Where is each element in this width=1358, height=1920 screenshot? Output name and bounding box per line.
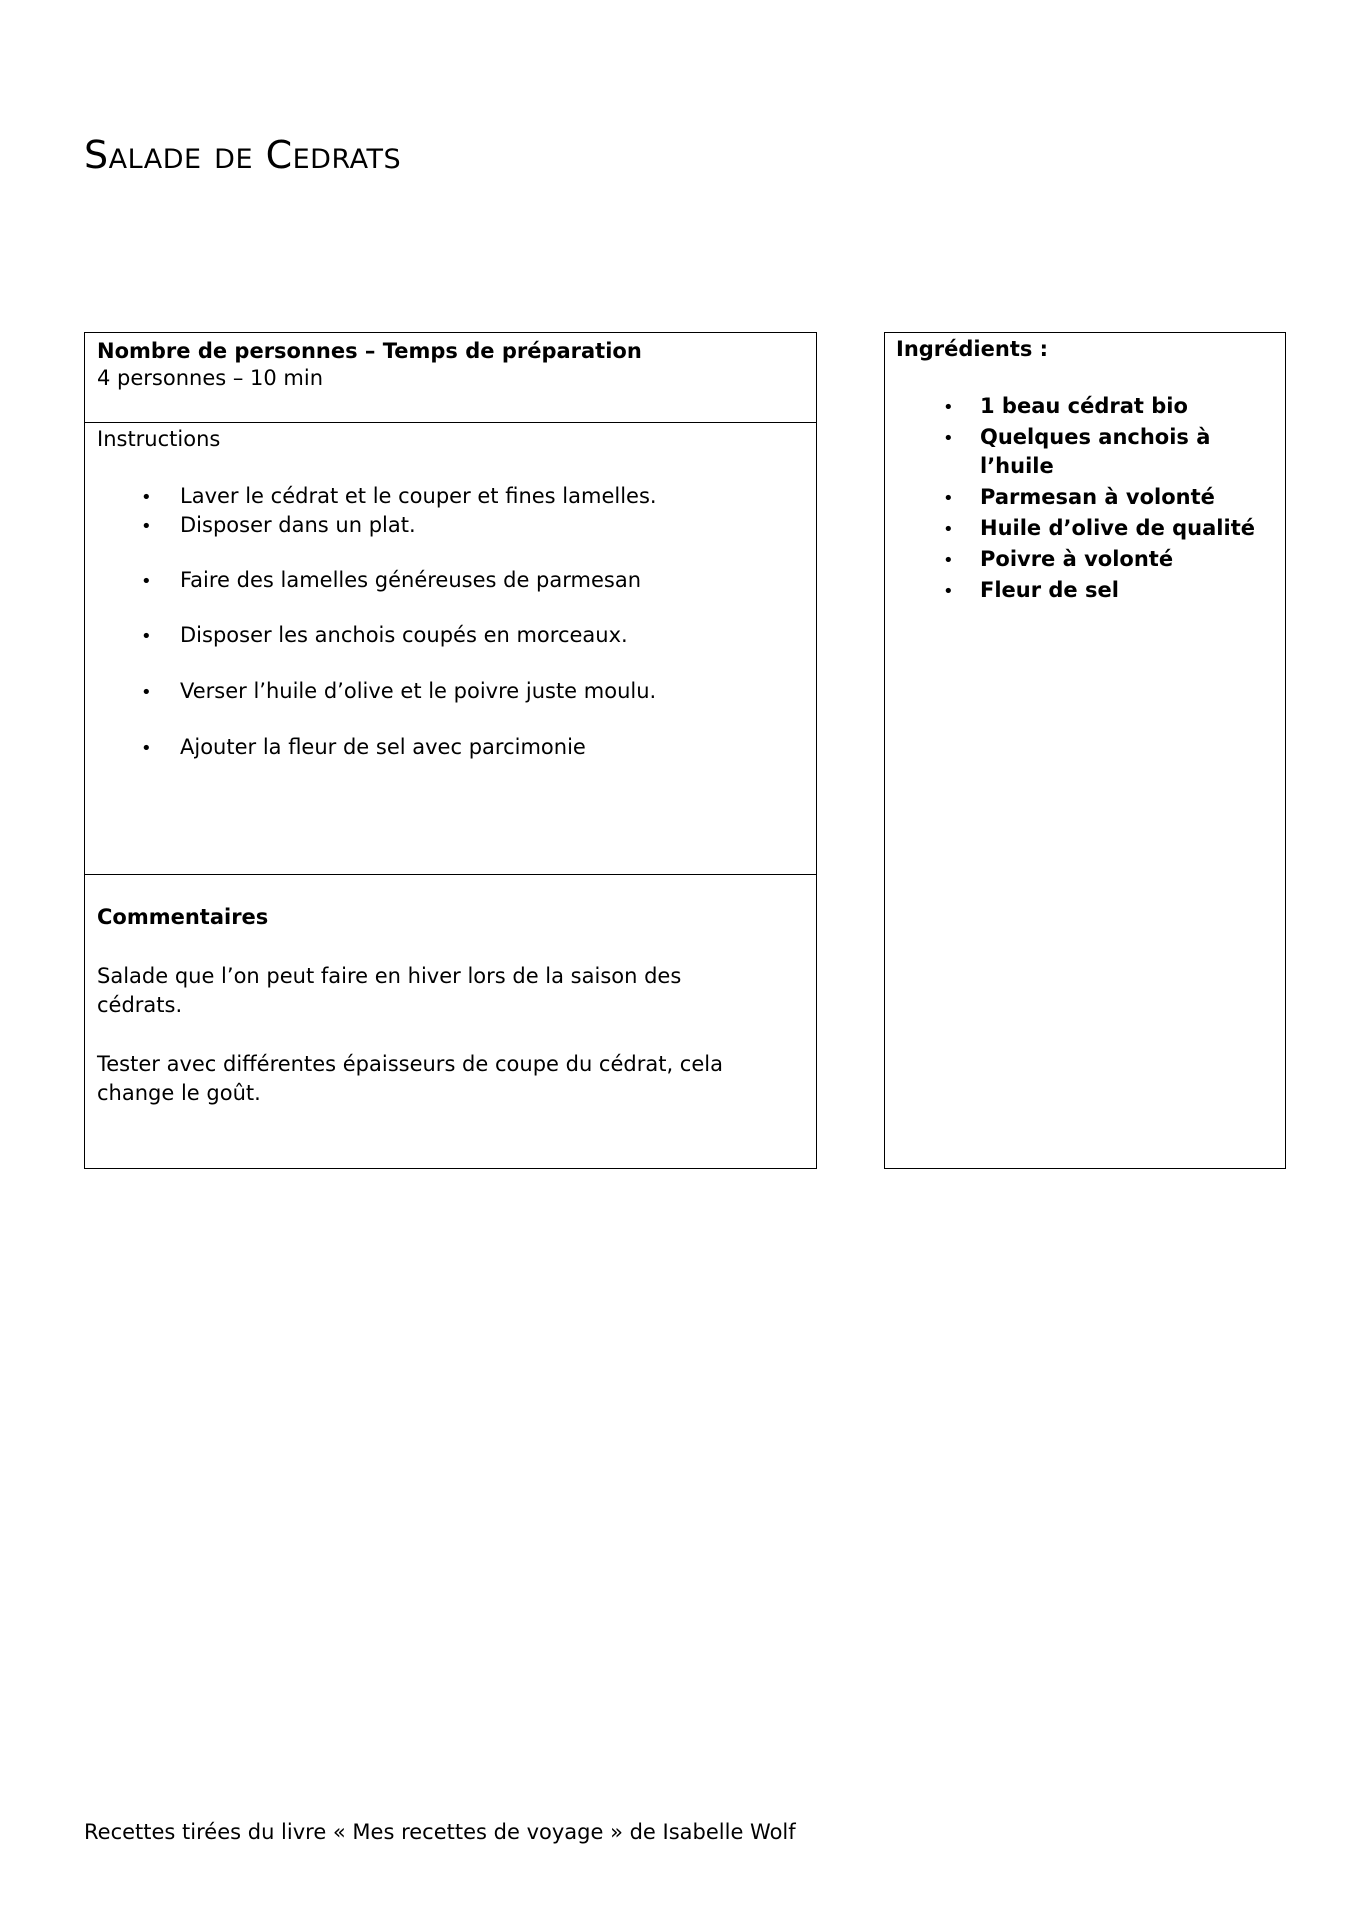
ingredients-box [884, 332, 1286, 1169]
comment-text: cédrats. [97, 993, 183, 1017]
comment-text: Tester avec différentes épaisseurs de coupe du cédrat, cela [97, 1052, 723, 1076]
footer-credit: Recettes tirées du livre « Mes recettes de voyage » de Isabelle Wolf [84, 1820, 796, 1844]
ingredient-item: Huile d’olive de qualité [980, 516, 1255, 540]
ingredient-item-continued: l’huile [980, 454, 1054, 478]
ingredient-item: Parmesan à volonté [980, 485, 1215, 509]
ingredients-heading: Ingrédients : [896, 337, 1049, 361]
bullet-icon: • [943, 397, 954, 418]
servings-time-label: Nombre de personnes – Temps de préparation [97, 339, 642, 363]
comments-heading: Commentaires [97, 905, 269, 929]
ingredient-item: Fleur de sel [980, 578, 1119, 602]
bullet-icon: • [943, 488, 954, 509]
bullet-icon: • [943, 428, 954, 449]
page-title: Salade de Cedrats [84, 133, 402, 177]
instruction-item: Ajouter la fleur de sel avec parcimonie [180, 735, 586, 759]
instruction-item: Verser l’huile d’olive et le poivre juste moulu. [180, 679, 657, 703]
bullet-icon: • [141, 682, 152, 703]
bullet-icon: • [943, 581, 954, 602]
ingredient-item: Poivre à volonté [980, 547, 1174, 571]
bullet-icon: • [943, 550, 954, 571]
instructions-heading: Instructions [97, 427, 221, 451]
instruction-item: Disposer dans un plat. [180, 513, 416, 537]
instructions-section [85, 423, 816, 875]
instruction-item: Faire des lamelles généreuses de parmesan [180, 568, 642, 592]
instruction-item: Laver le cédrat et le couper et fines lamelles. [180, 484, 657, 508]
servings-time-section [85, 333, 816, 423]
instruction-item: Disposer les anchois coupés en morceaux. [180, 623, 628, 647]
bullet-icon: • [141, 626, 152, 647]
bullet-icon: • [141, 487, 152, 508]
ingredient-item: Quelques anchois à [980, 425, 1211, 449]
bullet-icon: • [943, 519, 954, 540]
comment-text: change le goût. [97, 1081, 261, 1105]
bullet-icon: • [141, 738, 152, 759]
comment-text: Salade que l’on peut faire en hiver lors de la saison des [97, 964, 682, 988]
bullet-icon: • [141, 516, 152, 537]
ingredient-item: 1 beau cédrat bio [980, 394, 1188, 418]
comments-section [85, 875, 816, 1168]
bullet-icon: • [141, 571, 152, 592]
servings-time-value: 4 personnes – 10 min [97, 366, 324, 390]
recipe-main-box [84, 332, 817, 1169]
